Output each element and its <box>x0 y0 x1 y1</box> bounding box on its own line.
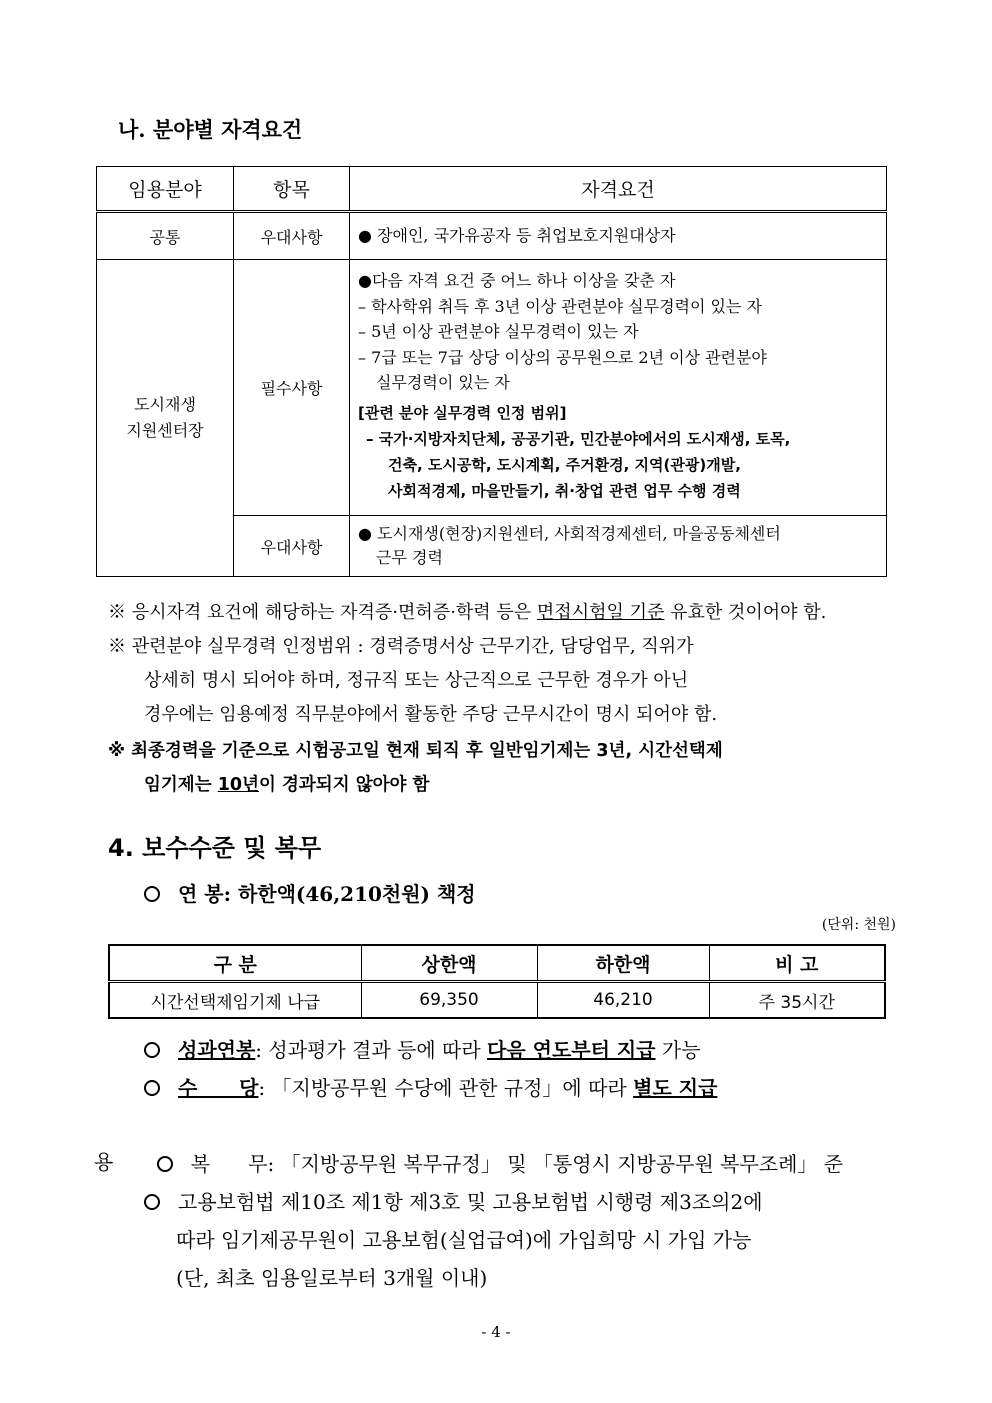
common-field: 공통 <box>97 212 234 260</box>
bullet-service-cont: 용 <box>94 1150 114 1174</box>
circle-bullet-icon <box>144 1080 160 1096</box>
bullet-text: 복 무: 「지방공무원 복무규정」 및 「통영시 지방공무원 복무조례」 준 <box>190 1152 844 1176</box>
pay-header: 하한액 <box>537 945 709 982</box>
common-item: 우대사항 <box>234 212 350 260</box>
req-line: ●다음 자격 요건 중 어느 하나 이상을 갖춘 자 <box>358 271 676 290</box>
req-line: – 학사학위 취득 후 3년 이상 관련분야 실무경력이 있는 자 <box>358 296 762 316</box>
header-requirement: 자격요건 <box>350 167 887 212</box>
bullet-service <box>144 1107 843 1183</box>
circle-bullet-icon <box>157 1156 173 1172</box>
note-underline: 10년 <box>217 775 259 795</box>
note-text: ※ 응시자격 요건에 해당하는 자격증·면허증·학력 등은 <box>108 602 537 623</box>
pay-table <box>108 944 886 1019</box>
note-3 <box>108 734 898 802</box>
range-line: – 국가·지방자치단체, 공공기관, 민간분야에서의 도시재생, 토목, <box>366 429 791 448</box>
center-field <box>97 260 234 577</box>
unit-label: (단위: 천원) <box>821 917 896 933</box>
bullet-text: : 「지방공무원 수당에 관한 규정」에 따라 <box>258 1076 634 1100</box>
range-line: 사회적경제, 마을만들기, 취·창업 관련 업무 수행 경력 <box>388 481 741 500</box>
bullet-text: 고용보험법 제10조 제1항 제3호 및 고용보험법 시행령 제3조의2에 <box>178 1190 763 1214</box>
req-line: – 7급 또는 7급 상당 이상의 공무원으로 2년 이상 관련분야 <box>358 347 767 367</box>
pay-header: 상한액 <box>361 945 537 982</box>
note-text: ※ 관련분야 실무경력 인정범위 : 경력증명서상 근무기간, 담당업무, 직위가 <box>108 636 694 657</box>
pay-cell: 69,350 <box>361 982 537 1019</box>
note-2 <box>108 630 898 732</box>
pay-cell: 시간선택제임기제 나급 <box>109 982 361 1019</box>
bullet-allowance <box>144 1069 717 1107</box>
page-number: - 4 - <box>481 1323 511 1341</box>
table-header-row <box>97 167 887 212</box>
table-row <box>97 260 887 516</box>
range-title: [관련 분야 실무경력 인정 범위] <box>358 403 567 422</box>
circle-bullet-icon <box>144 1194 160 1210</box>
salary-text: 연 봉: 하한액(46,210천원) 책정 <box>178 882 476 906</box>
section-title: 나. 분야별 자격요건 <box>118 117 303 142</box>
circle-bullet-icon <box>144 886 160 902</box>
note-text: 유효한 것이어야 함. <box>664 602 827 623</box>
range-line: 건축, 도시공학, 도시계획, 주거환경, 지역(관광)개발, <box>388 455 741 474</box>
required-requirements <box>350 260 887 516</box>
note-text: 상세히 명시 되어야 하며, 정규직 또는 상근직으로 근무한 경우가 아닌 <box>144 670 689 691</box>
table-row <box>109 982 885 1019</box>
pay-header: 구 분 <box>109 945 361 982</box>
pref-line: 근무 경력 <box>376 548 443 567</box>
note-underline: 면접시험일 기준 <box>536 602 665 623</box>
header-item: 항목 <box>234 167 350 212</box>
bullet-label: 수 당 <box>178 1076 259 1100</box>
pay-heading: 4. 보수수준 및 복무 <box>108 834 322 862</box>
pay-header-row <box>109 945 885 982</box>
table-row <box>97 212 887 260</box>
common-requirement: ● 장애인, 국가유공자 등 취업보호지원대상자 <box>350 212 887 260</box>
pay-cell: 46,210 <box>537 982 709 1019</box>
note-text: 이 경과되지 않아야 함 <box>258 775 430 795</box>
req-line: 실무경력이 있는 자 <box>376 373 510 392</box>
note-1 <box>108 596 898 630</box>
preferred-item: 우대사항 <box>234 516 350 577</box>
note-text: 임기제는 <box>144 775 218 795</box>
salary-line <box>144 878 476 907</box>
bullet-text: 가능 <box>655 1038 701 1062</box>
center-field-line1: 도시재생 <box>134 395 196 414</box>
bullet-text: (단, 최초 임용일로부터 3개월 이내) <box>176 1266 488 1290</box>
bullet-text: 따라 임기제공무원이 고용보험(실업급여)에 가입희망 시 가입 가능 <box>176 1228 752 1252</box>
preferred-requirements <box>350 516 887 577</box>
bullet-text: : 성과평가 결과 등에 따라 <box>255 1038 488 1062</box>
bullet-performance <box>144 1031 701 1069</box>
bullet-emph: 다음 연도부터 지급 <box>487 1038 656 1062</box>
qualification-table <box>96 166 887 577</box>
pref-line: ● 도시재생(현장)지원센터, 사회적경제센터, 마을공동체센터 <box>358 524 781 543</box>
note-text: 경우에는 임용예정 직무분야에서 활동한 주당 근무시간이 명시 되어야 함. <box>144 704 718 725</box>
bullet-label: 성과연봉 <box>178 1038 256 1062</box>
req-line: – 5년 이상 관련분야 실무경력이 있는 자 <box>358 322 639 341</box>
bullet-emph: 별도 지급 <box>633 1076 718 1100</box>
center-field-line2: 지원센터장 <box>126 421 204 440</box>
pay-cell: 주 35시간 <box>709 982 885 1019</box>
note-text: ※ 최종경력을 기준으로 시험공고일 현재 퇴직 후 일반임기제는 3년, 시간선택제 <box>108 741 723 761</box>
pay-header: 비 고 <box>709 945 885 982</box>
bullet-insurance <box>144 1183 763 1297</box>
circle-bullet-icon <box>144 1042 160 1058</box>
header-field: 임용분야 <box>97 167 234 212</box>
required-item: 필수사항 <box>234 260 350 516</box>
